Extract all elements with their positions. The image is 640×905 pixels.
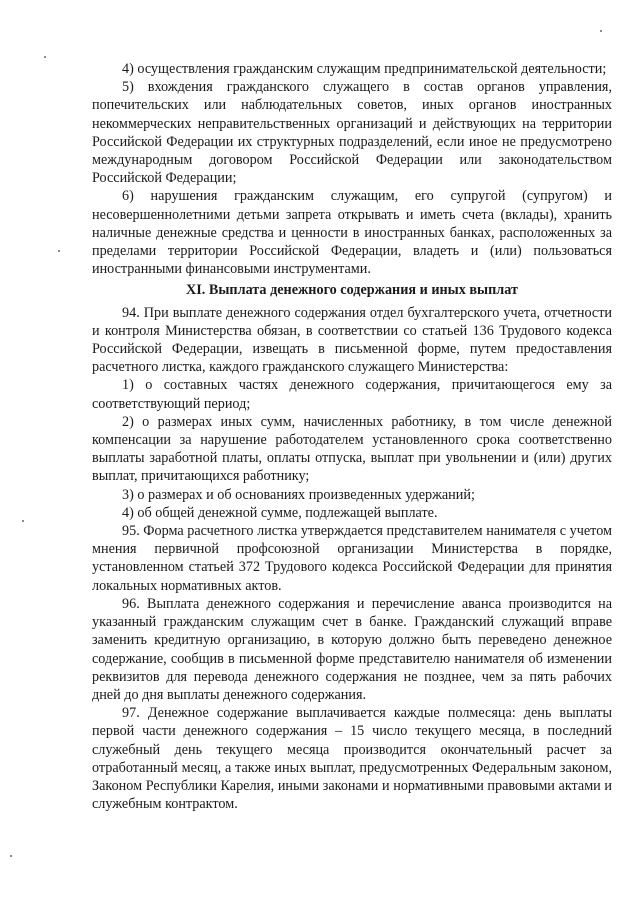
paragraph-94-item-4: 4) об общей денежной сумме, подлежащей выплате. (122, 504, 438, 521)
scan-speck (22, 520, 24, 522)
scan-speck (44, 56, 46, 58)
section-heading: XI. Выплата денежного содержания и иных выплат (186, 282, 518, 299)
paragraph-95: 95. Форма расчетного листка утверждается представителем нанимателя с учетом мнения первичной профсоюзной организации Министерства в порядке, установленном статьей 372 Трудового кодекса Российской Федерации для принятия локальных нормативных актов. (92, 523, 612, 594)
paragraph-item-6: 6) нарушения гражданским служащим, его супругой (супругом) и несовершеннолетними детьми запрета открывать и иметь счета (вклады), хранить наличные денежные средства и ценности в иностранных банках, расположенных за пределами территории Российской Федерации, владеть и (или) пользоваться иностранными финансовыми инструментами. (92, 188, 612, 278)
paragraph-94: 94. При выплате денежного содержания отдел бухгалтерского учета, отчетности и контроля Министерства обязан, в соответствии со статьей 136 Трудового кодекса Российской Федерации, извещать в письменной форме, путем предоставления расчетного листка, каждого гражданского служащего Министерства: (92, 304, 612, 376)
paragraph-item-5: 5) вхождения гражданского служащего в состав органов управления, попечительских или наблюдательных советов, иных органов иностранных некоммерческих неправительственных организаций и действующих на территории Российской Федерации их структурных подразделений, если иное не предусмотрено международным договором Российской Федерации или законодательством Российской Федерации; (92, 79, 612, 187)
paragraph-96: 96. Выплата денежного содержания и перечисление аванса производится на указанный гражданским служащим счет в банке. Гражданский служащий вправе заменить кредитную организацию, в которую должно быть переведено денежное содержание, сообщив в письменной форме представителю нанимателя об изменении реквизитов для перевода денежного содержания не позднее, чем за пять рабочих дней до дня выплаты денежного содержания. (92, 595, 612, 703)
paragraph-94-item-2: 2) о размерах иных сумм, начисленных работнику, в том числе денежной компенсации за нарушение работодателем установленного срока соответственно выплаты заработной платы, оплаты отпуска, выплат при увольнении и (или) других выплат, причитающихся работнику; (92, 413, 612, 485)
paragraph-97: 97. Денежное содержание выплачивается каждые полмесяца: день выплаты первой части денежного содержания – 15 число текущего месяца, в последний служебный день текущего месяца производится окончательный расчет за отработанный месяц, а также иных выплат, предусмотренных Федеральным законом, Законом Республики Карелия, иными законами и нормативными правовыми актами и служебным контрактом. (92, 705, 612, 813)
scan-speck (58, 250, 60, 252)
scan-speck (10, 855, 12, 857)
scan-speck (600, 30, 602, 32)
paragraph-94-item-3: 3) о размерах и об основаниях произведенных удержаний; (122, 486, 475, 503)
paragraph-94-item-1: 1) о составных частях денежного содержания, причитающегося ему за соответствующий период; (92, 377, 612, 412)
paragraph-item-4: 4) осуществления гражданским служащим предпринимательской деятельности; (122, 61, 607, 77)
